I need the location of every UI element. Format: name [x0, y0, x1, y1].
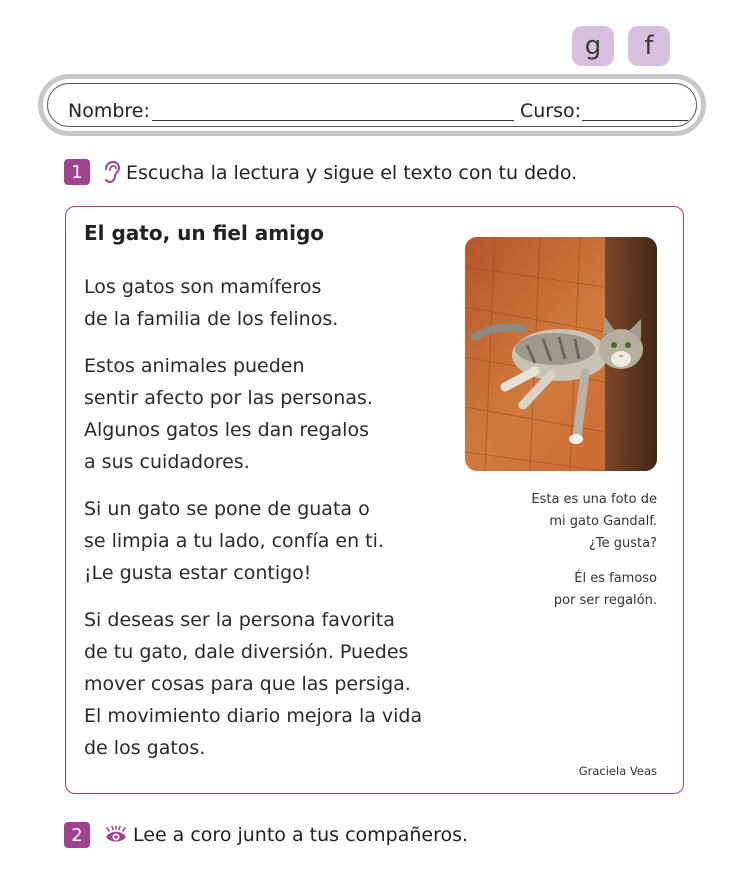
caption-line: por ser regalón. — [553, 593, 657, 608]
text-line: Algunos gatos les dan regalos — [84, 419, 369, 441]
text-line: Los gatos son mamíferos — [84, 276, 322, 298]
paragraph-1 — [84, 271, 338, 335]
step-1-instruction: Escucha la lectura y sigue el texto con tu dedo. — [126, 162, 578, 184]
text-line: a sus cuidadores. — [84, 451, 250, 473]
course-field[interactable] — [582, 120, 688, 121]
author: Graciela Veas — [578, 764, 657, 778]
text-line: de la familia de los felinos. — [84, 308, 339, 330]
text-line: Si deseas ser la persona favorita — [84, 609, 395, 631]
course-label: Curso: — [520, 100, 582, 122]
photo-caption-2 — [554, 568, 657, 612]
name-course-box — [38, 74, 706, 136]
photo-caption-1 — [531, 489, 657, 555]
step-2-number: 2 — [64, 822, 90, 848]
reading-title: El gato, un fiel amigo — [84, 221, 325, 245]
caption-line: ¿Te gusta? — [589, 536, 657, 551]
cat-photo-illustration — [465, 237, 657, 471]
text-line: El movimiento diario mejora la vida — [84, 705, 423, 727]
letter-badge-f: f — [628, 26, 670, 66]
cat-photo — [465, 237, 657, 471]
step-1-number: 1 — [64, 159, 90, 185]
eye-icon — [104, 826, 128, 844]
text-line: se limpia a tu lado, confía en ti. — [84, 530, 384, 552]
paragraph-3 — [84, 493, 384, 589]
paragraph-4 — [84, 604, 422, 764]
caption-line: mi gato Gandalf. — [549, 514, 657, 529]
text-line: mover cosas para que las persiga. — [84, 673, 411, 695]
name-course-inner-border — [47, 83, 697, 127]
text-line: Si un gato se pone de guata o — [84, 498, 370, 520]
ear-icon — [102, 160, 120, 184]
name-label: Nombre: — [68, 100, 150, 122]
text-line: ¡Le gusta estar contigo! — [84, 562, 312, 584]
paragraph-2 — [84, 350, 373, 478]
text-line: sentir afecto por las personas. — [84, 387, 373, 409]
reading-box — [65, 206, 684, 794]
text-line: de los gatos. — [84, 737, 206, 759]
caption-line: Esta es una foto de — [531, 492, 657, 507]
letter-badge-g: g — [572, 26, 614, 66]
text-line: de tu gato, dale diversión. Puedes — [84, 641, 409, 663]
text-line: Estos animales pueden — [84, 355, 305, 377]
step-2-instruction: Lee a coro junto a tus compañeros. — [133, 824, 469, 846]
name-field[interactable] — [152, 120, 514, 121]
caption-line: Él es famoso — [574, 571, 657, 586]
